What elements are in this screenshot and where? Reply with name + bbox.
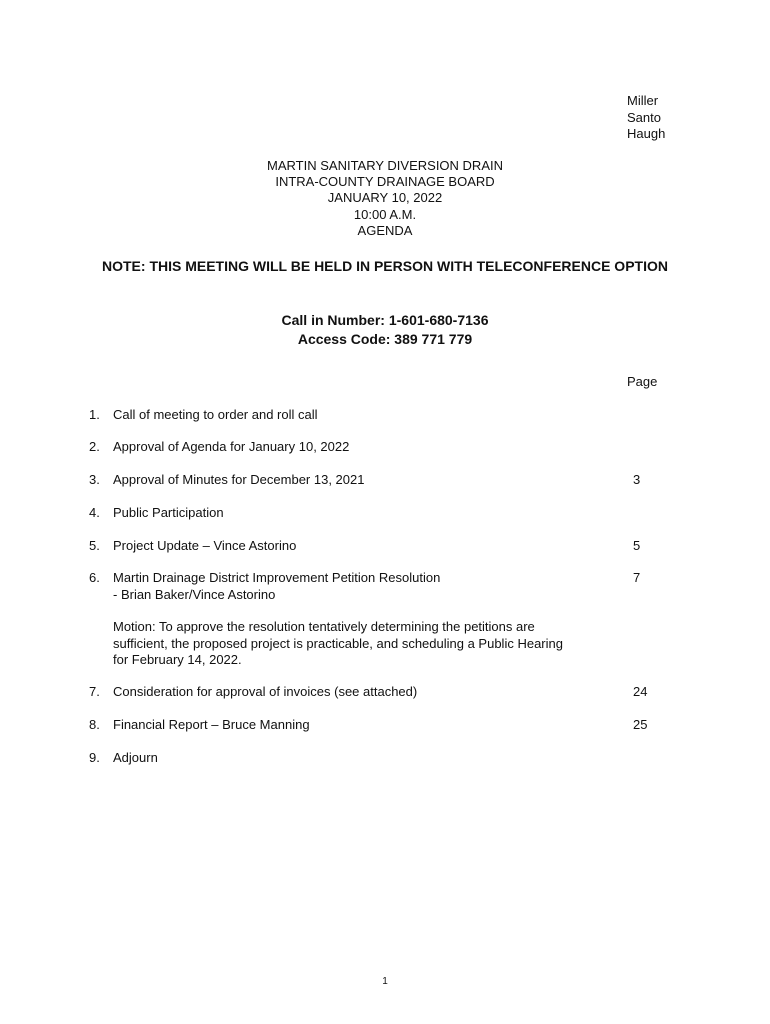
page-column-label: Page (627, 374, 658, 389)
header-line2: INTRA-COUNTY DRAINAGE BOARD (275, 174, 495, 190)
motion-line: sufficient, the proposed project is practicable, and scheduling a Public Hearing (113, 635, 563, 651)
agenda-item-presenters: - Brian Baker/Vince Astorino (113, 586, 276, 602)
agenda-item-text: Project Update – Vince Astorino (113, 538, 297, 553)
meeting-note: NOTE: THIS MEETING WILL BE HELD IN PERSON WITH TELECONFERENCE OPTION (102, 258, 668, 274)
meeting-time: 10:00 A.M. (353, 206, 417, 222)
agenda-item-number: 6. (89, 570, 100, 585)
agenda-item-page: 3 (633, 472, 641, 487)
member-name: Miller (627, 93, 659, 108)
call-in-number: Call in Number: 1-601-680-7136 (281, 312, 489, 328)
agenda-item-page: 24 (633, 684, 648, 699)
page-number: 1 (382, 976, 388, 987)
member-name: Santo (627, 109, 661, 125)
agenda-item-text: Financial Report – Bruce Manning (113, 717, 310, 732)
agenda-item-number: 2. (89, 439, 100, 454)
agenda-item-number: 4. (89, 505, 100, 520)
agenda-item-page: 7 (633, 570, 641, 585)
agenda-item-text: Adjourn (113, 750, 158, 765)
motion-text (113, 619, 613, 669)
agenda-item-page: 25 (633, 717, 648, 732)
member-name: Haugh (627, 126, 666, 141)
motion-line: Motion: To approve the resolution tentatively determining the petitions are (113, 619, 535, 634)
agenda-item-title: Martin Drainage District Improvement Petition Resolution (113, 570, 441, 585)
agenda-item-number: 5. (89, 538, 100, 553)
board-member-names (627, 93, 665, 143)
agenda-item-text: Call of meeting to order and roll call (113, 407, 318, 422)
agenda-item-text: Consideration for approval of invoices (see attached) (113, 684, 418, 699)
motion-line: for February 14, 2022. (113, 652, 242, 667)
agenda-item-page: 5 (633, 538, 641, 553)
agenda-item-number: 3. (89, 472, 100, 487)
agenda-item-text: Public Participation (113, 505, 224, 520)
agenda-item-number: 9. (89, 750, 100, 765)
call-in-info (0, 311, 770, 349)
meeting-date: JANUARY 10, 2022 (327, 190, 443, 206)
header-line1: MARTIN SANITARY DIVERSION DRAIN (267, 158, 503, 173)
access-code: Access Code: 389 771 779 (297, 331, 473, 347)
document-title: AGENDA (357, 222, 413, 238)
document-header (0, 158, 770, 239)
agenda-item-text (113, 570, 613, 603)
agenda-item-text: Approval of Agenda for January 10, 2022 (113, 439, 350, 454)
agenda-item-number: 1. (89, 407, 100, 422)
agenda-item-number: 7. (89, 684, 100, 699)
agenda-item-text: Approval of Minutes for December 13, 2021 (113, 472, 365, 487)
agenda-item-number: 8. (89, 717, 100, 732)
